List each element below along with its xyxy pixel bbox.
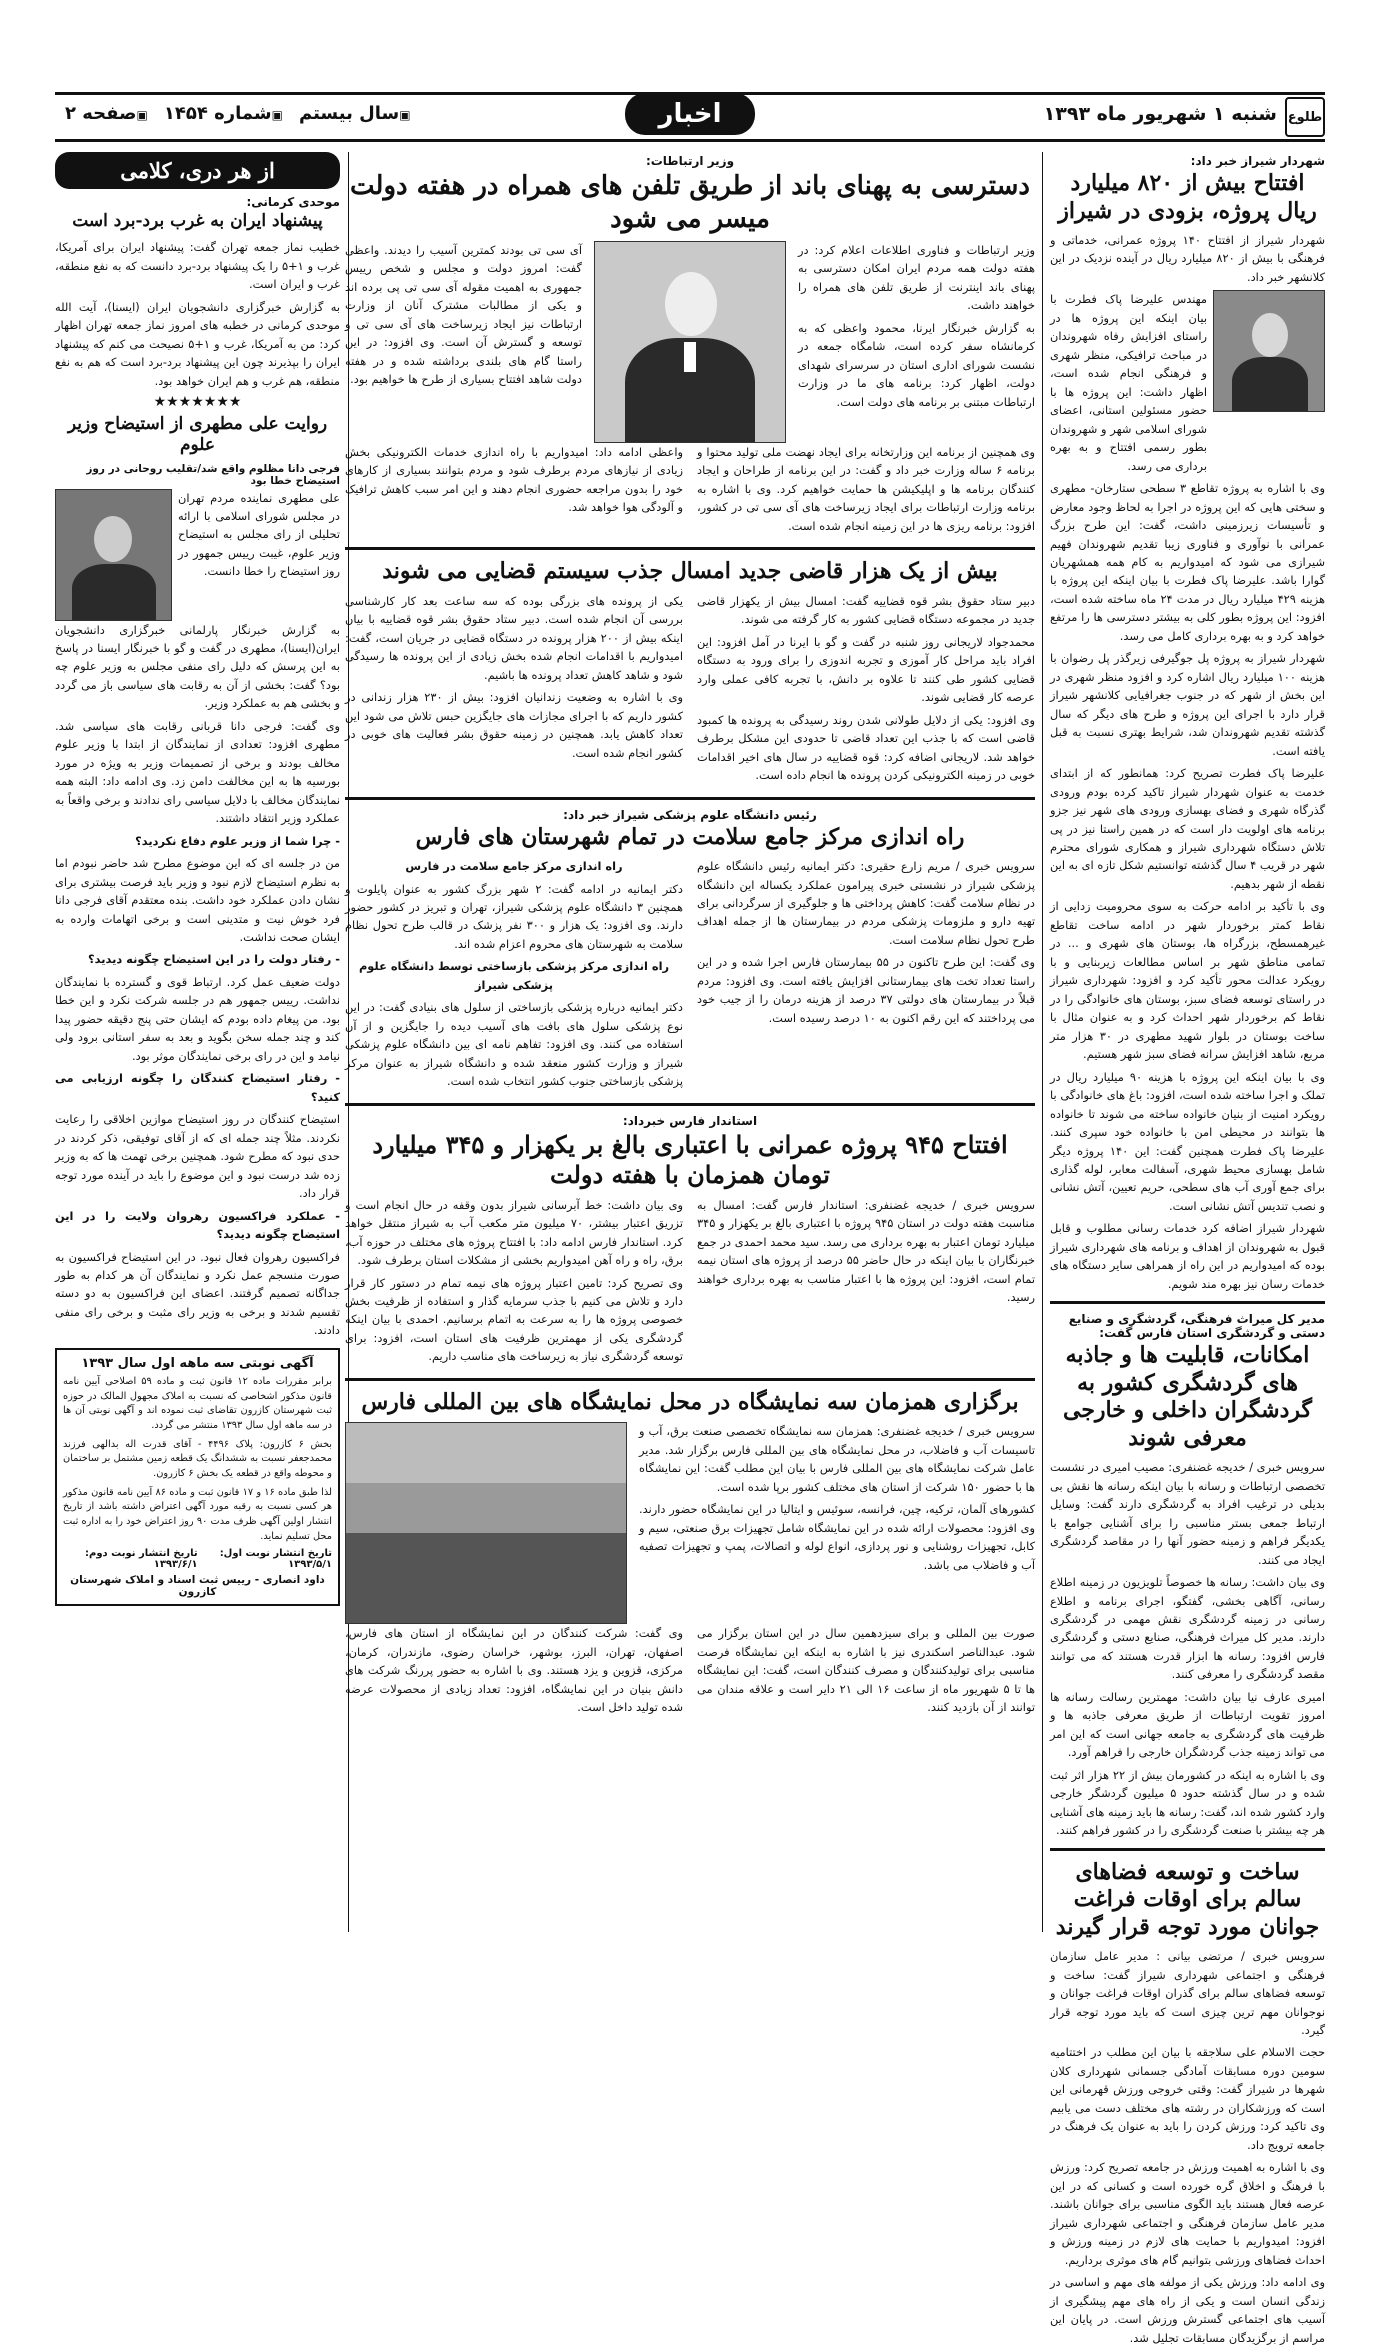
article-paragraph: وی با تأکید بر ادامه حرکت به سوی محرومیت زدایی از نقاط کمتر برخوردار شهر در ادامه ساخت تقاطع غیرهمسطح، بزرگراه ها، بوستان های شهری و ... در تمامی مناطق شهر بر اساس مطالعات زیربنایی و با رویکرد عدالت محور تأکید کرد و افزود: شهرداری شیراز در راستای توسعه فضای سبز، بوستان های خانوادگی را در نقاط کم برخوردار شهر احداث کرد و به عنوان مثال با ساخت بوستان در بلوار شهید مطهری در ۳۰ هزار متر مربع، شاهد افزایش سرانه فضای سبز شهر هستیم. xyxy=(1050,899,1325,1062)
article-tourism xyxy=(1050,1312,1325,1839)
interview-question: - رفتار دولت را در این استیضاح چگونه دیدید؟ xyxy=(88,952,340,967)
article-paragraph: وی گفت: این طرح تاکنون در ۵۵ بیمارستان فارس اجرا شده و در این راستا تعداد تخت های بیمارستانی افزایش یافته است. وی افزود: مردم قبلاً در بیمارستان های دولتی ۳۷ درصد از هزینه درمان را از جیب خود می پرداختند که این رقم اکنون به ۱۰ درصد رسیده است. xyxy=(697,955,1036,1025)
ad-date-first: تاریخ انتشار نوبت اول: ۱۳۹۳/۵/۱ xyxy=(219,1548,332,1571)
article-paragraph: یکی از پرونده های بزرگی بوده که سه ساعت بعد کار کارشناسی بررسی آن انجام شده است. دبیر ستاد حقوق بشر قوه قضاییه با بیان اینکه بیش از ۲۰۰ هزار پرونده در دستگاه قضایی در جریان است، گفت: امیدواریم با اقدامات انجام شده بخش زیادی از این پرونده ها رسیدگی شود و شاهد کاهش تعداد پرونده ها باشیم. xyxy=(345,593,683,682)
article-paragraph: شهردار شیراز اضافه کرد خدمات رسانی مطلوب و قابل قبول به شهروندان از اهداف و برنامه های شهرداری شیراز بوده که امیدواریم در این راه از همراهی سایر دستگاه های خدمات رسان نیز بهره مند شویم. xyxy=(1050,1221,1325,1291)
article-paragraph: شهردار شیراز به پروژه پل جوگیرفی زیرگذر پل رضوان با هزینه ۱۰۰ میلیارد ریال اشاره کرد و افزود منظر شهری در این بخش از شهر که در جنوب جغرافیایی کلانشهر شیراز قرار دارد با اجرای این پروژه و طرح های دیگر که سال گذشته تقدیم شهروندان شد، شرایط بهتری نسبت به قبل یافته است. xyxy=(1050,651,1325,758)
article-headline: افتتاح ۹۴۵ پروژه عمرانی با اعتباری بالغ بر یکهزار و ۳۴۵ میلیارد تومان همزمان با هفته دولت xyxy=(372,1129,1008,1189)
article-paragraph: وی همچنین از برنامه این وزارتخانه برای ایجاد نهضت ملی تولید محتوا و برنامه ۶ ساله وزارت خبر داد و گفت: در این برنامه از طراحان و ایجاد کنندگان برنامه ها و اپلیکیشن ها حمایت خواهیم کرد. وی با اشاره به برنامه وزارت ارتباطات برای ایجاد زیرساخت های آی سی تی در کشور، افزود: برنامه ریزی ها در این زمینه انجام شده است. xyxy=(697,445,1035,533)
article-subheading: راه اندازی مرکز پزشکی بازساختی توسط دانشگاه علوم پزشکی شیراز xyxy=(358,959,670,992)
right-column xyxy=(1050,152,1325,2351)
ad-title: آگهی نوبتی سه ماهه اول سال ۱۳۹۳ xyxy=(81,1355,314,1371)
article-separator xyxy=(345,1103,1035,1106)
minister-photo xyxy=(594,241,786,443)
article-paragraph: به گزارش خبرنگار پارلمانی خبرگزاری دانشجویان ایران(ایسنا)، مطهری در گفت و گو با خبرنگار ایسنا در پاسخ به این پرسش که دلیل رای منفی مجلس به وزیر علوم چه بود؟ گفت: بخشی از آن به رقابت های سیاسی باز می گردد و بخشی هم به عملکرد وزیر. xyxy=(55,622,340,711)
article-paragraph: محمدجواد لاریجانی روز شنبه در گفت و گو با ایرنا در آمل افزود: این افراد باید مراحل کار آموزی و تجربه اندوزی را برای ورود به دستگاه قضایی کشور طی کنند تا علاوه بر دانش، با تجربه کافی عملی وارد عرصه کار قضایی شوند. xyxy=(697,634,1035,705)
column-divider xyxy=(1042,152,1043,1932)
masthead xyxy=(55,92,1325,142)
article-paragraph: وی با اشاره به پروژه تقاطع ۳ سطحی ستارخان- مطهری و سختی هایی که این پروژه در اجرا به لحاظ وجود معارض و تأسیسات زیرزمینی داشت، گفت: این طرح بزرگ عمرانی با نوآوری و فناوری زیبا تقدیم شهروندان فهیم شیرازی می شود که امیدواریم به کام همه همشهریان گوارا باشد. علیرضا پاک فطرت با بیان اینکه این پروژه با هزینه ۴۲۹ میلیارد ریال در مدت ۲۴ ماه ساخته شده است، افزود: این پروژه بطور کلی به بیشتر دسترسی ها را مرتفع خواهد کرد و به بهره برداری کامل می رسد. xyxy=(1050,481,1325,643)
article-headline: پیشنهاد ایران به غرب برد-برد است xyxy=(72,211,323,231)
article-subheading: فرجی دانا مظلوم واقع شد/تقلیب روحانی در روز استیضاح خطا بود xyxy=(86,462,340,487)
article-paragraph: وی با اشاره به اهمیت ورزش در جامعه تصریح کرد: ورزش با فرهنگ و اخلاق گره خورده است و کسانی که در این عرصه فعال هستند باید الگوی مناسبی برای جوانان باشند. مدیر عامل سازمان فرهنگی و اجتماعی شهرداری شیراز افزود: امیدواریم با حمایت های لازم در زمینه ورزش و احداث فضاهای ورزشی بتوانیم گام های موثری برداریم. xyxy=(1050,2160,1325,2267)
article-lead: دبیر ستاد حقوق بشر قوه قضاییه گفت: امسال بیش از یکهزار قاضی جدید در مجموعه دستگاه قضایی کشور به کار گرفته می شوند. xyxy=(697,593,1035,627)
motahari-photo xyxy=(55,489,172,621)
article-paragraph: وی ادامه داد: ورزش یکی از مولفه های مهم و اساسی در زندگی انسان است و یکی از راه های مهم پیشگیری از آسیب های اجتماعی گسترش ورزش است. در پایان این مراسم از برگزیدگان مسابقات تجلیل شد. xyxy=(1050,2275,1325,2345)
section-title: اخبار xyxy=(625,93,755,135)
article-judges xyxy=(345,558,1035,788)
ad-signer: داود انصاری - رییس ثبت اسناد و املاک شهرستان کازرون xyxy=(70,1574,325,1599)
ad-paragraph: بخش ۶ کازرون: پلاک ۴۴۹۶ - آقای قدرت اله بدالهی فرزند محمدجعفر نسبت به ششدانگ یک قطعه زمین مشتمل بر ساختمان و محوطه واقع در قطعه یک بخش ۶ کازرون. xyxy=(63,1438,333,1479)
article-kicker: موحدی کرمانی: xyxy=(246,195,340,209)
article-lead: سرویس خبری / خدیجه غضنفری: استاندار فارس گفت: امسال به مناسبت هفته دولت در استان ۹۴۵ پروژه با اعتباری بالغ بر یکهزار و ۳۴۵ میلیارد تومان اعتبار به بهره برداری می رسد. سید محمد احمدی در جمع خبرنگاران با بیان اینکه در حال حاضر ۵۵ درصد از پروژه های استان نیمه تمام است، افزود: این پروژه ها با اعتبار مناسب به بهره برداری خواهند رسید. xyxy=(697,1197,1035,1304)
article-paragraph: حجت الاسلام علی سلاجقه با بیان این مطلب در اختتامیه سومین دوره مسابقات آمادگی جسمانی شهرداری کلان شهرها در شیراز گفت: وقتی خروجی ورزش قهرمانی این است که ورزشکاران در رشته های مختلف دست می یابیم وی تاکید کرد: ورزش کردن را باید به عنوان یک فرهنگ در جامعه ترویج داد. xyxy=(1050,2045,1325,2152)
article-mobile-broadband xyxy=(345,154,1035,539)
newspaper-page xyxy=(55,92,1326,2345)
ad-paragraph: لذا طبق ماده ۱۶ و ۱۷ قانون ثبت و ماده ۸۶ آیین نامه قانون مذکور هر کسی نسبت به رقبه مورد آگهی اعتراض داشته باشد از تاریخ انتشار اولین آگهی ظرف مدت ۹۰ روز اعتراض خود را به اداره ثبت محل تسلیم نماید. xyxy=(63,1486,333,1542)
article-paragraph: سرویس خبری / خدیجه غضنفری: مصیب امیری در نشست تخصصی ارتباطات و رسانه با بیان اینکه رسانه ها نقش بی بدیلی در ترغیب افراد به گردشگری دارند گفت: وسایل ارتباط جمعی بستر مناسبی را برای آشنایی جوامع با یکدیگر فراهم و زمینه حضور آنها را در مقاصد گردشگری ایجاد می کنند. xyxy=(1050,1460,1325,1567)
article-headline: ساخت و توسعه فضاهای سالم برای اوقات فراغت جوانان مورد توجه قرار گیرند xyxy=(1055,1858,1320,1940)
article-motahari xyxy=(55,414,340,1340)
article-paragraph: وی تصریح کرد: تامین اعتبار پروژه های نیمه تمام در دستور کار قرار دارد و تلاش می کنیم با جذب سرمایه گذار و استفاده از ظرفیت بخش خصوصی پروژه ها را به سرعت به اتمام برسانیم. احمدی با بیان اینکه گردشگری یکی از مهمترین ظرفیت های استان است، افزود: برای توسعه گردشگری نیاز به زیرساخت های مناسب داریم. xyxy=(345,1275,683,1364)
article-paragraph: علی مطهری نماینده مردم تهران در مجلس شورای اسلامی با ارائه تحلیلی از رای مجلس به استیضاح وزیر علوم، غیبت رییس جمهور در روز استیضاح را خطا دانست. xyxy=(178,490,340,579)
article-kicker: مدیر کل میراث فرهنگی، گردشگری و صنایع دستی و گردشگری استان فارس گفت: xyxy=(1068,1312,1325,1341)
newspaper-logo: طلوع xyxy=(1285,97,1325,137)
article-paragraph: وی با اشاره به وضعیت زندانیان افزود: بیش از ۲۳۰ هزار زندانی در کشور داریم که با اجرای مجازات های جایگزین حبس تلاش می شود این تعداد کاهش یابد. همچنین در زمینه حقوق بشر فعالیت های خوبی در کشور انجام شده است. xyxy=(345,690,684,760)
star-separator: ★★★★★★★ xyxy=(153,394,242,410)
article-paragraph: آی سی تی بودند کمترین آسیب را دیدند. واعظی گفت: امروز دولت و مجلس و شخص رییس جمهوری به اهمیت مقوله آی سی تی پی برده اند و یکی از مطالبات مشترک آنان از وزارت ارتباطات نیز ایجاد زیرساخت های آی سی تی و توسعه و گسترش آن است. وی افزود: در این راستا گام های بلندی برداشته شده و در هفته دولت شاهد افتتاح بسیاری از طرح ها خواهیم بود. xyxy=(345,243,582,387)
article-paragraph: به گزارش خبرنگار ایرنا، محمود واعظی که به کرمانشاه سفر کرده است، شامگاه جمعه در نشست شورای اداری استان در سرسرای شهدای دولت، اظهار کرد: برنامه های ما در وزارت ارتباطات مبتنی بر برنامه های دولت است. xyxy=(798,320,1035,409)
issue-number: ▣ شماره ۱۴۵۴ xyxy=(164,103,283,124)
article-health-center xyxy=(345,808,1035,1095)
article-lead: سرویس خبری / خدیجه غضنفری: همزمان سه نمایشگاه تخصصی صنعت برق، آب و تاسیسات آب و فاضلاب، در محل نمایشگاه های بین المللی فارس برگزار شد. مدیر عامل شرکت نمایشگاه های بین المللی فارس با بیان این مطلب گفت: این نمایشگاه ها با حضور ۱۵۰ شرکت از استان های مختلف کشور برپا شده است. xyxy=(639,1424,1035,1494)
article-subheading: راه اندازی مرکز جامع سلامت در فارس xyxy=(405,859,623,874)
legal-notice-ad xyxy=(55,1348,340,1607)
article-headline: دسترسی به پهنای باند از طریق تلفن های همراه در هفته دولت میسر می شود xyxy=(350,171,1030,234)
article-paragraph: دولت ضعیف عمل کرد. ارتباط قوی و گسترده با نمایندگان نداشت. رییس جمهور هم در جلسه شرکت نکرد و این خطا بود. من پیغام داده بودم که ایشان حتی پنج دقیقه حضور پیدا کند و چند جمله سخن بگوید و بعد به سفر استانی برود ولی نیامد و این در رای برخی نمایندگان موثر بود. xyxy=(55,974,340,1063)
article-headline: راه اندازی مرکز جامع سلامت در تمام شهرستان های فارس xyxy=(415,823,965,850)
article-paragraph: دکتر ایمانیه در ادامه گفت: ۲ شهر بزرگ کشور به عنوان پایلوت و همچنین ۳ دانشگاه علوم پزشکی شیراز، تهران و تبریز در کشور حضور دارند. وی افزود: یک هزار و ۳۰۰ نفر پزشک در قالب طرح تحول نظام سلامت به شهرستان های محروم اعزام شده اند. xyxy=(345,881,684,951)
middle-column xyxy=(345,152,1035,1721)
article-paragraph: سرویس خبری / مرتضی بیانی : مدیر عامل سازمان فرهنگی و اجتماعی شهرداری شیراز گفت: ساخت و توسعه فضاهای سالم برای گذران اوقات فراغت جوانان و نوجوانان مهم ترین چیزی است که باید مورد توجه قرار گیرد. xyxy=(1050,1949,1325,2037)
article-paragraph: استیضاح کنندگان در روز استیضاح موازین اخلاقی را رعایت نکردند. مثلاً چند جمله ای که از آقای توفیقی، ذکر کردند در حدی نبود که مطرح شود. همچنین برخی تهمت ها که به وزیر زده شد درست نبود و این موضوع را باید در آینده مورد توجه قرار داد. xyxy=(55,1112,340,1201)
interview-question: - رفتار استیضاح کنندگان را چگونه ارزیابی می کنید؟ xyxy=(55,1071,340,1104)
article-lead: سرویس خبری / مریم زارع حقیری: دکتر ایمانیه رئیس دانشگاه علوم پزشکی شیراز در نشستی خبری پیرامون عملکرد یکساله این دانشگاه در نظام سلامت گفت: کاهش پرداختی ها و جلوگیری از سرگردانی برای تهیه دارو و ملزومات پزشکی مردم در بیمارستان ها از جمله اهداف طرح تحول نظام سلامت است. xyxy=(697,859,1035,947)
article-lead: شهردار شیراز از افتتاح ۱۴۰ پروژه عمرانی، خدماتی و فرهنگی با بیش از ۸۲۰ میلیارد ریال در آینده نزدیک در این کلانشهر خبر داد. xyxy=(1050,233,1325,284)
ad-paragraph: برابر مقررات ماده ۱۲ قانون ثبت و ماده ۵۹ اصلاحی آیین نامه قانون مذکور اشخاصی که نسبت به املاک مجهول المالک در حوزه ثبت شهرستان کازرون تقاضای ثبت نموده اند و آگهی نوبتی آن ها در سه ماهه اول سال ۱۳۹۳ منتشر می گردد. xyxy=(63,1375,333,1431)
article-paragraph: کشورهای آلمان، ترکیه، چین، فرانسه، سوئیس و ایتالیا در این نمایشگاه حضور دارند. وی افزود: محصولات ارائه شده در این نمایشگاه شامل تجهیزات برق صنعتی، سیم و کابل، تجهیزات روشنایی و نور پردازی، انواع لوله و اتصالات، پمپ و تجهیزات تصفیه آب و فاضلاب می باشد. xyxy=(639,1502,1035,1572)
article-kicker: رئیس دانشگاه علوم پزشکی شیراز خبر داد: xyxy=(563,807,817,822)
article-movahedi xyxy=(55,195,340,390)
article-shiraz-projects xyxy=(1050,154,1325,1293)
article-separator xyxy=(345,547,1035,550)
article-youth-leisure xyxy=(1050,1859,1325,2347)
article-paragraph: واعظی ادامه داد: امیدواریم با راه اندازی خدمات الکترونیکی بخش زیادی از نیازهای مردم برطرف شود و مردم بتوانند بسیاری از کارهای خود را بدون مراجعه حضوری انجام دهند و این امر سبب کاهش ترافیک و آلودگی هوا خواهد شد. xyxy=(345,445,683,515)
article-separator xyxy=(345,1378,1035,1381)
article-headline: بیش از یک هزار قاضی جدید امسال جذب سیستم قضایی می شوند xyxy=(382,558,998,585)
article-paragraph: فراکسیون رهروان فعال نبود. در این استیضاح فراکسیون به صورت منسجم عمل نکرد و نمایندگان آن هر کدام به طور جداگانه تصمیم گرفتند. اعضای این فراکسیون به دو دسته تقسیم شدند و برخی به وزیر رای مثبت و برخی رای منفی دادند. xyxy=(55,1249,340,1338)
article-kicker: وزیر ارتباطات: xyxy=(645,154,735,168)
article-paragraph: وی با اشاره به اینکه در کشورمان بیش از ۲۲ هزار اثر ثبت شده و در سال گذشته حدود ۵ میلیون گردشگر خارجی وارد کشور شده اند، گفت: رسانه ها باید زمینه های آشنایی هر چه بیشتر با صنعت گردشگری را در کشور فراهم کنند. xyxy=(1050,1767,1325,1838)
article-headline: افتتاح بیش از ۸۲۰ میلیارد ریال پروژه، بزودی در شیراز xyxy=(1058,170,1317,224)
article-kicker: استاندار فارس خبرداد: xyxy=(622,1113,758,1128)
article-paragraph: وی بیان داشت: رسانه ها خصوصاً تلویزیون در زمینه اطلاع رسانی، آگاهی بخشی، گفتگو، اجرای برنامه و اطلاع رسانی در زمینه گردشگری نقش مهمی در گردشگری دارند. مدیر کل میراث فرهنگی، صنایع دستی و گردشگری فارس افزود: رسانه ها ابزار قدرت هستند که می توانند مقصد گردشگری را معرفی کنند. xyxy=(1050,1575,1325,1682)
article-headline: روایت علی مطهری از استیضاح وزیر علوم xyxy=(67,414,328,456)
ad-date-second: تاریخ انتشار نوبت دوم: ۱۳۹۳/۶/۱ xyxy=(84,1548,198,1571)
exhibition-photo xyxy=(345,1422,627,1624)
article-separator xyxy=(1050,1848,1325,1851)
year-label: ▣ سال بیستم xyxy=(299,103,411,124)
article-headline: برگزاری همزمان سه نمایشگاه در محل نمایشگاه های بین المللی فارس xyxy=(361,1388,1019,1415)
interview-question: - عملکرد فراکسیون رهروان ولایت را در این استیضاح چگونه دیدید؟ xyxy=(55,1208,340,1242)
article-paragraph: من در جلسه ای که این موضوع مطرح شد حاضر نبودم اما به نظرم استیضاح لازم نبود و وزیر باید فرصت بیشتری برای نشان دادن عملکرد خود داشت. بنده معتقدم آقای فرجی دانا فرد خوش نیت و متدینی است و برخی اتهامات وارده به ایشان صحت نداشت. xyxy=(55,856,340,944)
article-paragraph: امیری عارف نیا بیان داشت: مهمترین رسالت رسانه ها امروز تقویت ارتباطات از طریق معرفی جاذبه ها و ظرفیت های گردشگری به جامعه جهانی است که این امر می تواند زمینه جذب گردشگران خارجی را فراهم آورد. xyxy=(1050,1689,1325,1760)
article-945-projects xyxy=(345,1114,1035,1370)
article-paragraph: وی بیان داشت: خط آبرسانی شیراز بدون وقفه در حال انجام است و تزریق اعتبار بیشتر، ۷۰ میلیون متر مکعب آب به شیراز منتقل خواهد کرد. استاندار فارس ادامه داد: با افتتاح پروژه های مختلف در حوزه آب، برق، راه و راه آهن امیدواریم بخشی از مشکلات استان برطرف شود. xyxy=(345,1197,683,1268)
article-paragraph: وی گفت: شرکت کنندگان در این نمایشگاه از استان های فارس، اصفهان، تهران، البرز، بوشهر، خراسان رضوی، مازندران، کرمان، مرکزی، قزوین و یزد هستند. وی با اشاره به حضور پررنگ شرکت های دانش بنیان در این نمایشگاه، افزود: تعداد زیادی از محصولات عرضه شده تولید داخل است. xyxy=(345,1626,683,1715)
mayor-photo xyxy=(1213,290,1325,412)
article-lead: وزیر ارتباطات و فناوری اطلاعات اعلام کرد: در هفته دولت همه مردم ایران امکان دسترسی به پهنای باند اینترنت از طریق تلفن های همراه را خواهند داشت. xyxy=(798,243,1035,313)
article-paragraph: به گزارش خبرگزاری دانشجویان ایران (ایسنا)، آیت الله موحدی کرمانی در خطبه های امروز نماز جمعه تهران اظهار کرد: من به آمریکا، غرب و ۱+۵ نصیحت می کنم که پیشنهاد ایران را بپذیرند چون این پیشنهاد برد-برد است که هم به نفع منطقه، هم غرب و هم ایران خواهد بود. xyxy=(55,299,340,388)
article-exhibitions xyxy=(345,1389,1035,1721)
article-separator xyxy=(1050,1301,1325,1304)
article-paragraph: وی گفت: فرجی دانا قربانی رقابت های سیاسی شد. مطهری افزود: تعدادی از نمایندگان از ابتدا با وزیر علوم مخالف بودند و برخی از تصمیمات وزیر به ویژه در مورد بورسیه ها به این مخالفت دامن زد. وی ادامه داد: البته همه نمایندگان مخالف با دلایل سیاسی رای ندادند و برخی واقعاً به عملکرد وزیر انتقاد داشتند. xyxy=(55,718,340,826)
article-paragraph: علیرضا پاک فطرت تصریح کرد: همانطور که از ابتدای خدمت به عنوان شهردار شیراز تاکید کرده بودم ورودی گذرگاه شهری و فضای بهسازی ورودی های شهر نیز جزو برنامه های اولویت دار است که در همین راستا نیز در پی تلاش دستگاه شهرداری شیراز و همکاری شورای محترم شهر در قریب ۴ سال گذشته توانستیم شکل تازه ای به این نقطه از شهر بدهیم. xyxy=(1050,766,1325,891)
article-paragraph: وی با بیان اینکه این پروژه با هزینه ۹۰ میلیارد ریال در تملک و اجرا ساخته شده است، افزود: باغ های خانوادگی با رویکرد امنیت از بنیان خانواده ساخته می شوند تا خانواده ها بتوانند در محیطی امن با خانواده خود سپری کنند. علیرضا پاک فطرت همچنین گفت: این ۱۴۰ پروژه دیگر شامل بهسازی محیط شهری، آسفالت معابر، لوله گذاری برای جمع آوری آب های سطحی، حریم تعیین، آتش نشانی و نصب تندیس آتش نشانی است. xyxy=(1050,1069,1326,1213)
article-kicker: شهردار شیراز خبر داد: xyxy=(1190,154,1325,168)
column-box-title: از هر دری، کلامی xyxy=(55,152,340,189)
article-paragraph: وی افزود: یکی از دلایل طولانی شدن روند رسیدگی به پرونده ها کمبود قاضی است که با جذب این تعداد قاضی تا حدودی این مشکل برطرف خواهد شد. لاریجانی اضافه کرد: قوه قضاییه در سال های اخیر اقدامات خوبی در زمینه الکترونیکی کردن پرونده ها انجام داده است. xyxy=(697,712,1035,783)
article-separator xyxy=(345,797,1035,800)
issue-date: شنبه ۱ شهریور ماه ۱۳۹۳ xyxy=(1043,103,1277,125)
page-number: ▣ صفحه ۲ xyxy=(65,103,148,124)
article-headline: امکانات، قابلیت ها و جاذبه های گردشگری کشور به گردشگران داخلی و خارجی معرفی شوند xyxy=(1063,1342,1312,1451)
article-paragraph: دکتر ایمانیه درباره پزشکی بازساختی از سلول های بنیادی گفت: در این نوع پزشکی سلول های بافت های آسیب دیده را جایگزین و از آن استفاده می کنند. وی افزود: تفاهم نامه ای بین دانشگاه علوم پزشکی شیراز و وزارت کشور منعقد شده و دانشگاه شیراز به عنوان مرکز پزشکی بازساختی جنوب کشور انتخاب شده است. xyxy=(345,1000,683,1089)
left-column xyxy=(55,152,340,1606)
article-paragraph: مهندس علیرضا پاک فطرت با بیان اینکه این پروژه ها در راستای افزایش رفاه شهروندان در مباحث ترافیکی، منظر شهری و فرهنگی انجام شده است، اظهار داشت: این پروژه ها با حضور مسئولین استانی، اعضای شورای اسلامی شهر و شهروندان بطور رسمی افتتاح و به بهره برداری می رسد. xyxy=(1050,292,1207,473)
issue-info xyxy=(65,103,411,124)
article-paragraph: خطیب نماز جمعه تهران گفت: پیشنهاد ایران برای آمریکا، غرب و ۱+۵ را یک پیشنهاد برد-برد دانست که به نفع منطقه، غرب و ایران است. xyxy=(55,240,340,292)
article-paragraph: صورت بین المللی و برای سیزدهمین سال در این استان برگزار می شود. عبدالناصر اسکندری نیز با اشاره به اینکه این نمایشگاه فرصت مناسبی برای تولیدکنندگان و مصرف کنندگان است، گفت: این نمایشگاه ها تا ۵ شهریور ماه از ساعت ۱۶ الی ۲۱ دایر است و علاقه مندان می توانند از آن بازدید کنند. xyxy=(697,1626,1035,1715)
interview-question: - چرا شما از وزیر علوم دفاع نکردید؟ xyxy=(135,833,340,848)
